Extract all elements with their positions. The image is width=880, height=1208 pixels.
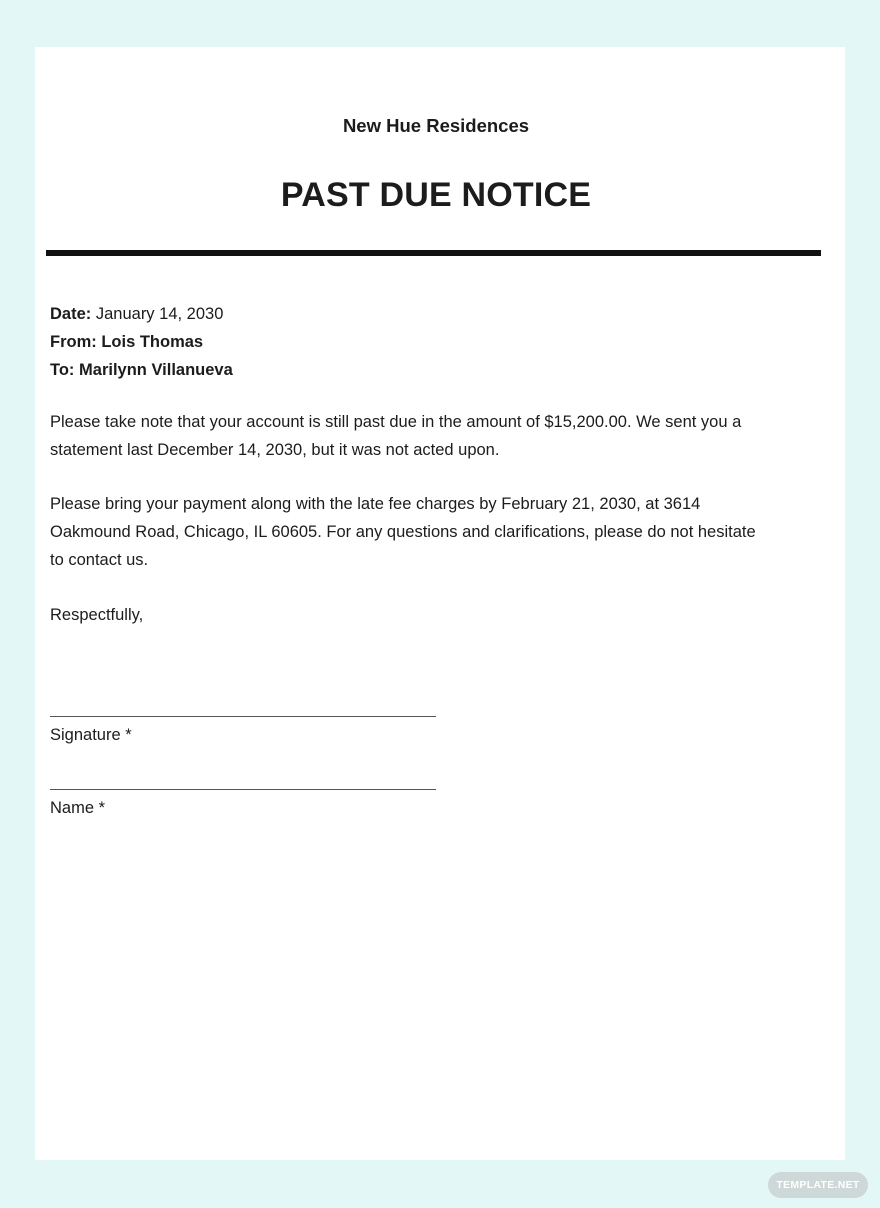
date-label: Date:	[50, 305, 92, 323]
to-value: Marilynn Villanueva	[79, 361, 233, 379]
paragraph-line: to contact us.	[50, 551, 149, 569]
to-label: To:	[50, 361, 75, 379]
to-line	[50, 359, 233, 381]
from-label: From:	[50, 333, 97, 351]
date-line	[50, 303, 223, 325]
header-divider	[46, 250, 821, 256]
paragraph-payment-instructions	[50, 490, 835, 574]
watermark-badge: TEMPLATE.NET	[768, 1172, 868, 1198]
company-name: New Hue Residences	[342, 115, 530, 136]
from-value: Lois Thomas	[101, 333, 204, 351]
paragraph-line: Please bring your payment along with the late fee charges by February 21, 2030, at 3614	[50, 495, 701, 513]
paragraph-account-status	[50, 408, 835, 464]
signature-label: Signature *	[50, 726, 132, 744]
page-title: PAST DUE NOTICE	[280, 176, 592, 214]
name-label: Name *	[50, 799, 106, 817]
paragraph-line: Please take note that your account is still past due in the amount of $15,200.00. We sent you a	[50, 413, 742, 431]
paragraph-line: Oakmound Road, Chicago, IL 60605. For any questions and clarifications, please do not hesitate	[50, 523, 756, 541]
signature-line	[50, 716, 436, 717]
closing-text: Respectfully,	[50, 606, 144, 624]
date-value: January 14, 2030	[95, 305, 224, 323]
name-line	[50, 789, 436, 790]
from-line	[50, 331, 203, 353]
paragraph-line: statement last December 14, 2030, but it was not acted upon.	[50, 441, 500, 459]
